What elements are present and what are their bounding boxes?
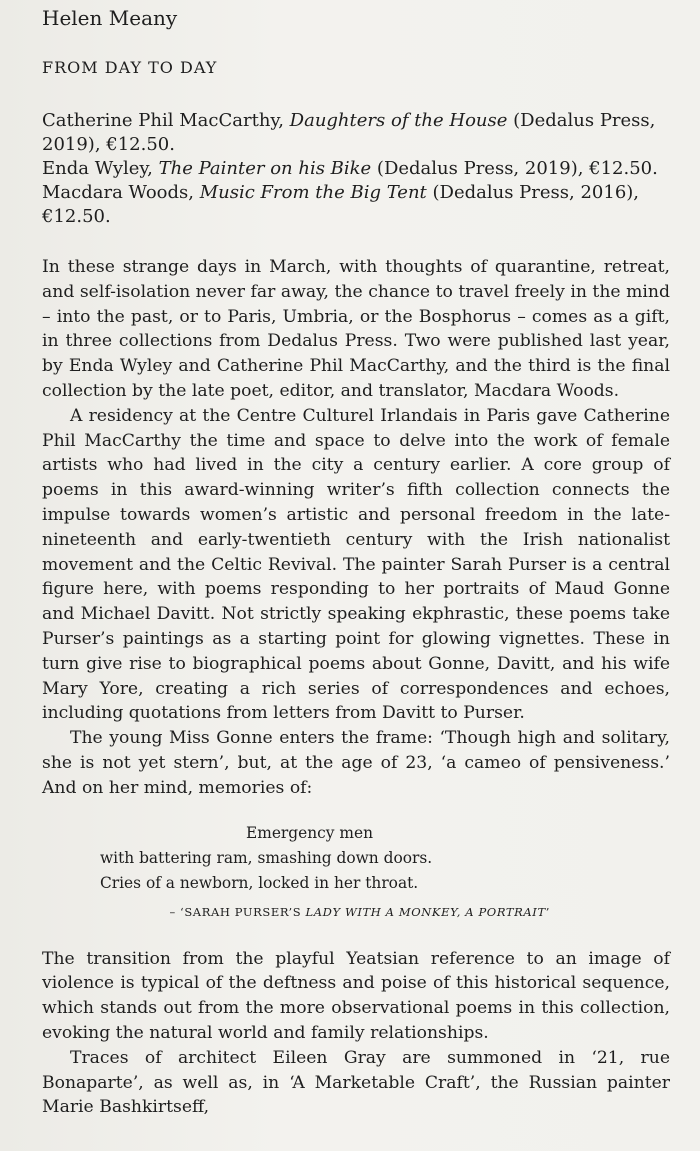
body-paragraph: The transition from the playful Yeatsian reference to an image of violence is typical of the deftness and poise of this historical sequence, which stands out from the more observational poems in this collection, evoking the natural world and family relationships. [42,948,670,1043]
book-entry: Macdara Woods, Music From the Big Tent (Dedalus Press, 2016), €12.50. [42,182,640,227]
poem-attribution: – ‘SARAH PURSER’S LADY WITH A MONKEY, A PORTRAIT’ [169,904,550,919]
poem-line: with battering ram, smashing down doors. [100,848,433,867]
book-entry: Enda Wyley, The Painter on his Bike (Dedalus Press, 2019), €12.50. [42,158,658,179]
article-author: Helen Meany [42,6,178,30]
reviewed-books-list [42,109,670,229]
poem-quotation [100,821,670,925]
book-entry: Catherine Phil MacCarthy, Daughters of the House (Dedalus Press, 2019), €12.50. [42,110,656,155]
body-paragraph: A residency at the Centre Culturel Irlandais in Paris gave Catherine Phil MacCarthy the time and space to delve into the work of female artists who had lived in the city a century earlier. A core group of poems in this award-winning writer’s fifth collection connects the impulse towards women’s artistic and personal freedom in the late-nineteenth and early-twentieth century with the Irish nationalist movement and the Celtic Revival. The painter Sarah Purser is a central figure here, with poems responding to her portraits of Maud Gonne and Michael Davitt. Not strictly speaking ekphrastic, these poems take Purser’s paintings as a starting point for glowing vignettes. These in turn give rise to biographical poems about Gonne, Davitt, and his wife Mary Yore, creating a rich series of correspondences and echoes, including quotations from letters from Davitt to Purser. [42,405,670,724]
article-title: FROM DAY TO DAY [42,58,218,77]
body-paragraph: Traces of architect Eileen Gray are summoned in ‘21, rue Bonaparte’, as well as, in ‘A Marketable Craft’, the Russian painter Marie Bashkirtseff, [42,1047,670,1118]
body-paragraph: In these strange days in March, with thoughts of quarantine, retreat, and self-isolation never far away, the chance to travel freely in the mind – into the past, or to Paris, Umbria, or the Bosphorus – comes as a gift, in three collections from Dedalus Press. Two were published last year, by Enda Wyley and Catherine Phil MacCarthy, and the third is the final collection by the late poet, editor, and translator, Macdara Woods. [42,257,670,401]
poem-line: Emergency men [246,823,373,842]
body-paragraph: The young Miss Gonne enters the frame: ‘Though high and solitary, she is not yet stern’, but, at the age of 23, ‘a cameo of pensiveness.’ And on her mind, memories of: [42,728,670,798]
poem-line: Cries of a newborn, locked in her throat. [100,873,419,892]
